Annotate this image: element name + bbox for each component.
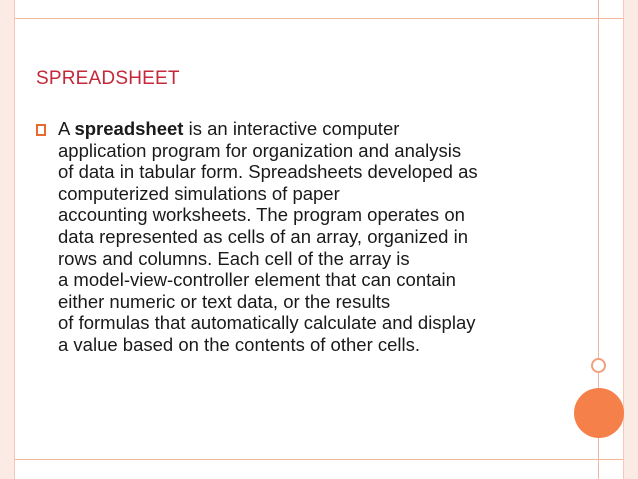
- paragraph-line: data represented as cells of an array, organized in: [58, 225, 468, 247]
- paragraph-line: application program for organization and analysis: [58, 139, 462, 161]
- small-circle-decoration: [591, 358, 606, 373]
- paragraph-line: of data in tabular form. Spreadsheets developed as: [58, 161, 478, 183]
- top-horizontal-line: [15, 18, 623, 19]
- line-1-rest: is an interactive computer: [183, 118, 400, 139]
- paragraph-line: of formulas that automatically calculate and display: [58, 312, 476, 334]
- hollow-square-bullet-icon: [36, 122, 46, 138]
- left-decorative-border: [0, 0, 15, 479]
- paragraph-line: a model-view-controller element that can contain: [58, 269, 456, 291]
- paragraph-line-1: [58, 118, 558, 140]
- large-orange-circle-decoration: [574, 388, 624, 438]
- paragraph-line: a value based on the contents of other cells.: [58, 333, 421, 355]
- spreadsheet-term: spreadsheet: [74, 118, 184, 139]
- slide-title: SPREADSHEET: [36, 68, 180, 89]
- paragraph-line: computerized simulations of paper: [58, 182, 340, 204]
- right-decorative-border: [623, 0, 638, 479]
- paragraph-line: accounting worksheets. The program operates on: [58, 204, 465, 226]
- bottom-horizontal-line: [15, 459, 623, 460]
- paragraph-line: rows and columns. Each cell of the array is: [58, 247, 410, 269]
- paragraph-line: either numeric or text data, or the results: [58, 290, 391, 312]
- intro-text: A: [58, 118, 75, 139]
- bullet-paragraph: [58, 118, 558, 356]
